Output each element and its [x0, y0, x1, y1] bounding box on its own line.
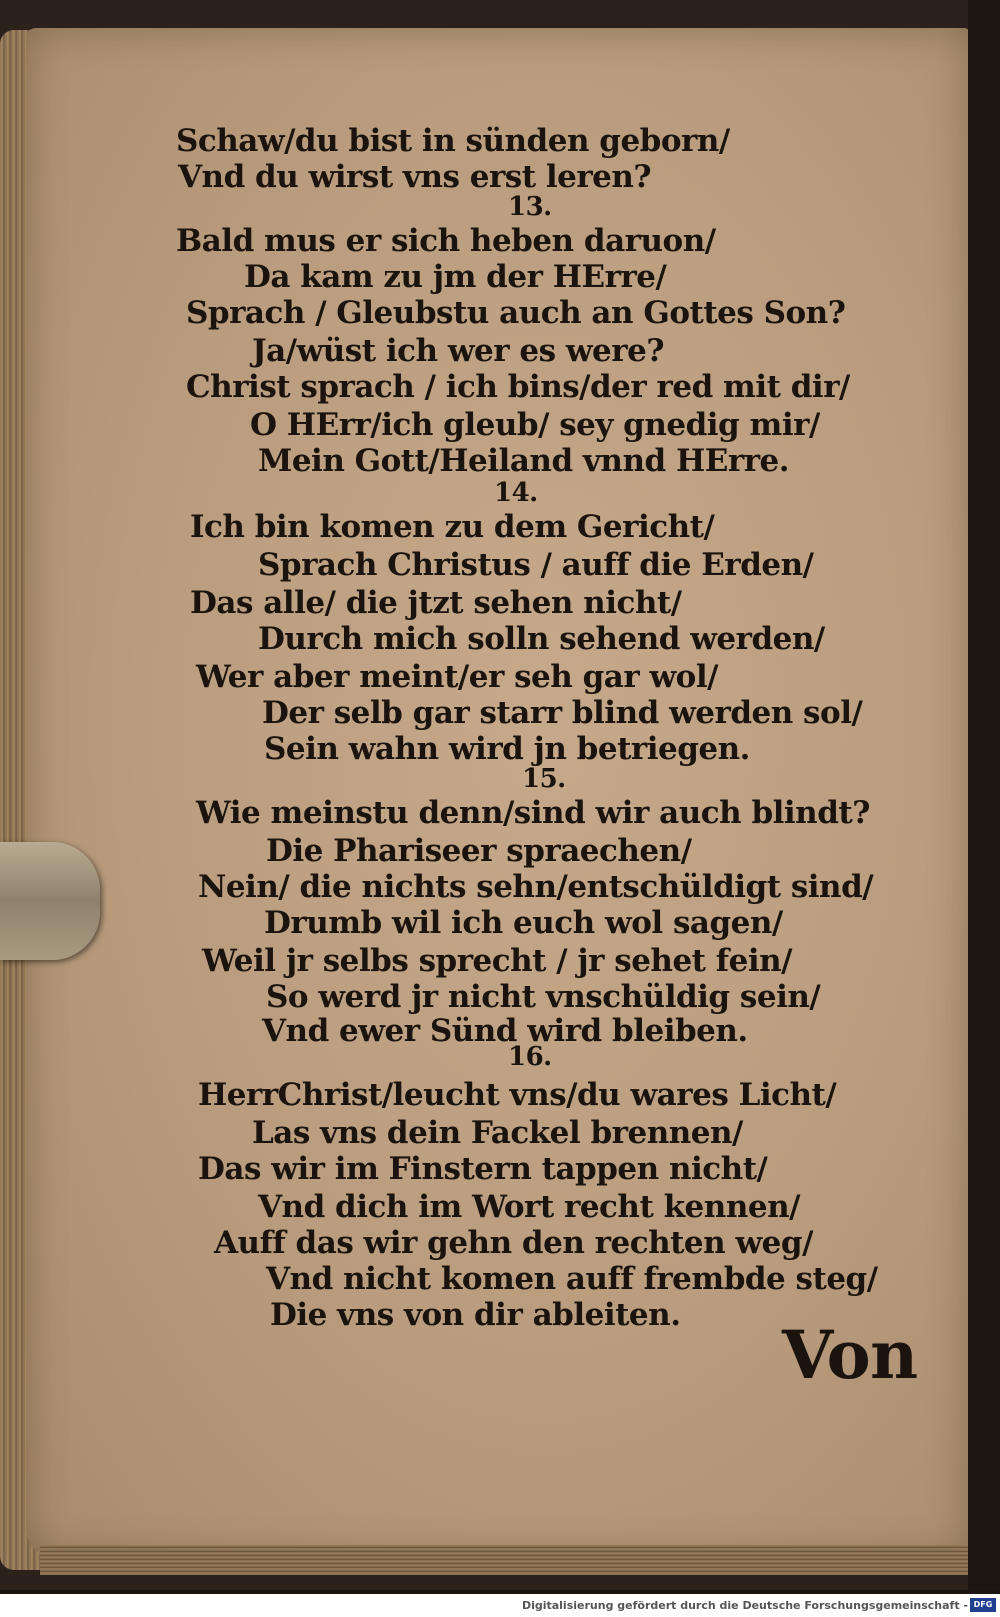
verse-line: O HErr/ich gleub/ sey gnedig mir/ [250, 407, 820, 443]
verse-line: Vnd ewer Sünd wird bleiben. [262, 1013, 748, 1049]
verse-line: Das wir im Finstern tappen nicht/ [198, 1151, 768, 1187]
verse-line: Ja/wüst ich wer es were? [252, 333, 664, 369]
verse-line: Las vns dein Fackel brennen/ [252, 1115, 743, 1151]
verse-line: Auff das wir gehn den rechten weg/ [214, 1225, 813, 1261]
verse-line: Nein/ die nichts sehn/entschüldigt sind/ [198, 869, 874, 905]
stanza-number: 14. [494, 478, 538, 508]
verse-line: Schaw/du bist in sünden geborn/ [176, 123, 730, 159]
verse-line: Sprach Christus / auff die Erden/ [258, 547, 814, 583]
verse-line: Sein wahn wird jn betriegen. [264, 731, 750, 767]
verse-line: Ich bin komen zu dem Gericht/ [190, 509, 715, 545]
verse-line: HerrChrist/leucht vns/du wares Licht/ [198, 1077, 837, 1113]
verse-line: Vnd du wirst vns erst leren? [178, 159, 652, 195]
footer-credit: Digitalisierung gefördert durch die Deutsche Forschungsgemeinschaft - [521, 1599, 968, 1612]
verse-line: Vnd dich im Wort recht kennen/ [258, 1189, 800, 1225]
stanza-number: 13. [508, 192, 552, 222]
verse-line: Wie meinstu denn/sind wir auch blindt? [196, 795, 870, 831]
verse-line: Wer aber meint/er seh gar wol/ [196, 659, 718, 695]
verse-line: Da kam zu jm der HErre/ [244, 259, 667, 295]
digitization-footer [0, 1594, 1000, 1617]
verse-line: Christ sprach / ich bins/der red mit dir/ [186, 369, 850, 405]
verse-line: Durch mich solln sehend werden/ [258, 621, 825, 657]
verse-line: Die vns von dir ableiten. [270, 1297, 681, 1333]
verse-line: Vnd nicht komen auff frembde steg/ [266, 1261, 878, 1297]
verse-line: Der selb gar starr blind werden sol/ [262, 695, 863, 731]
verse-line: Sprach / Gleubstu auch an Gottes Son? [186, 295, 846, 331]
stanza-number: 15. [522, 764, 566, 794]
verse-line: Drumb wil ich euch wol sagen/ [264, 905, 783, 941]
verse-line: Bald mus er sich heben daruon/ [176, 223, 716, 259]
verse-line: Das alle/ die jtzt sehen nicht/ [190, 585, 682, 621]
catchword: Von [782, 1316, 918, 1394]
verse-line: So werd jr nicht vnschüldig sein/ [266, 979, 821, 1015]
dfg-logo-icon: DFG [970, 1598, 996, 1612]
stanza-number: 16. [508, 1042, 552, 1072]
verse-line: Die Phariseer spraechen/ [266, 833, 692, 869]
verse-line: Weil jr selbs sprecht / jr sehet fein/ [202, 943, 792, 979]
verse-line: Mein Gott/Heiland vnnd HErre. [258, 443, 790, 479]
